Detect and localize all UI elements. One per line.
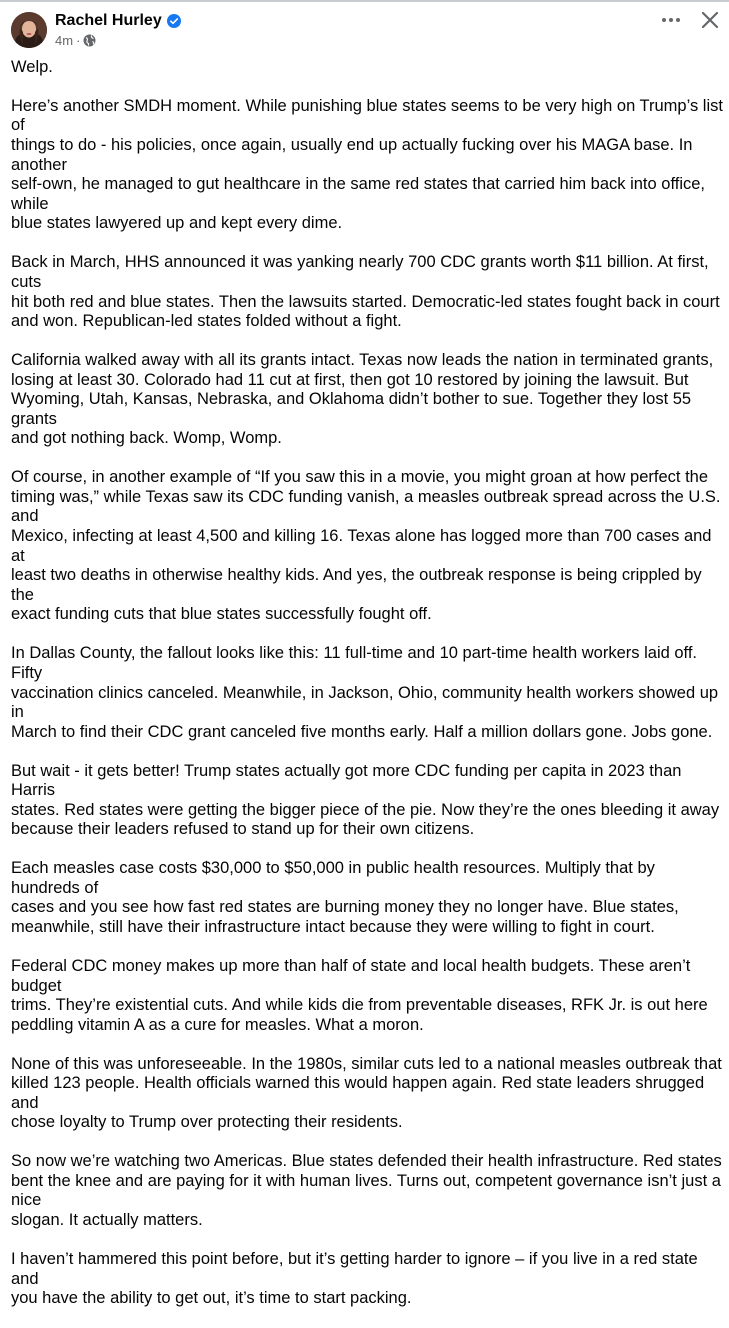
post-paragraph: Of course, in another example of “If you saw this in a movie, you might groan at how perfect the timing was,” while Texas saw its CDC funding vanish, a measles outbreak spread across the U.S. and Mexico, infecting at least 4,500 and killing 16. Texas alone has logged more than 700 cases and at least two deaths in otherwise healthy kids. And yes, the outbreak response is being crippled by the exact funding cuts that blue states successfully fought off. [11,468,721,624]
avatar[interactable] [11,12,47,48]
post-paragraph: Federal CDC money makes up more than half of state and local health budgets. These aren’t budget trims. They’re existential cuts. And while kids die from preventable diseases, RFK Jr. is out here peddling vitamin A as a cure for measles. What a moron. [11,956,708,1034]
post-paragraph: In Dallas County, the fallout looks like this: 11 full-time and 10 part-time health workers laid off. Fifty vaccination clinics canceled. Meanwhile, in Jackson, Ohio, community health workers showed up in March to find their CDC grant canceled five months early. Half a million dollars gone. Jobs gone. [11,644,719,741]
globe-icon[interactable] [83,34,96,47]
post-paragraph: So now we’re watching two Americas. Blue states defended their health infrastructure. Red states bent the knee and are paying for it with human lives. Turns out, competent governance isn’t just a nice slogan. It actually matters. [11,1152,722,1230]
meta-separator: · [76,32,81,48]
post-header [0,0,729,56]
author-row [55,10,181,32]
post-paragraph: Back in March, HHS announced it was yanking nearly 700 CDC grants worth $11 billion. At first, cuts hit both red and blue states. Then the lawsuits started. Democratic-led states fought back in court and won. Republican-led states folded without a fight. [11,253,720,331]
post-meta [55,32,96,48]
verified-badge-icon [167,14,181,28]
avatar-image [11,12,47,48]
author-name[interactable]: Rachel Hurley [55,12,162,29]
more-options-button[interactable] [656,8,686,32]
post-text [11,58,723,1328]
post-paragraph: Each measles case costs $30,000 to $50,000 in public health resources. Multiply that by hundreds of cases and you see how fast red states are burning money they no longer have. Blue states, meanwhile, still have their infrastructure intact because they were willing to fight in court. [11,859,679,937]
post-paragraph: But wait - it gets better! Trump states actually got more CDC funding per capita in 2023 than Harris states. Red states were getting the bigger piece of the pie. Now they’re the ones bleeding it away because their leaders refused to stand up for their own citizens. [11,761,720,839]
post-timestamp[interactable]: 4m [55,32,74,48]
post-paragraph: I haven’t hammered this point before, but it’s getting harder to ignore – if you live in a red state and you have the ability to get out, it’s time to start packing. [11,1249,698,1308]
more-horizontal-icon [661,17,681,23]
close-icon [701,11,719,29]
post-paragraph: Here’s another SMDH moment. While punishing blue states seems to be very high on Trump’s list of things to do - his policies, once again, usually end up actually fucking over his MAGA base. In another self-own, he managed to gut healthcare in the same red states that carried him back into office, while blue states lawyered up and kept every dime. [11,96,723,233]
close-button[interactable] [696,6,724,34]
post-paragraph: Welp. [11,58,53,76]
post-paragraph: None of this was unforeseeable. In the 1980s, similar cuts led to a national measles outbreak that killed 123 people. Health officials warned this would happen again. Red state leaders shrugged and chose loyalty to Trump over protecting their residents. [11,1054,722,1132]
post-paragraph: California walked away with all its grants intact. Texas now leads the nation in terminated grants, losing at least 30. Colorado had 11 cut at first, then got 10 restored by joining the lawsuit. But Wyoming, Utah, Kansas, Nebraska, and Oklahoma didn’t bother to sue. Together they lost 55 grants and got nothing back. Womp, Womp. [11,351,714,448]
